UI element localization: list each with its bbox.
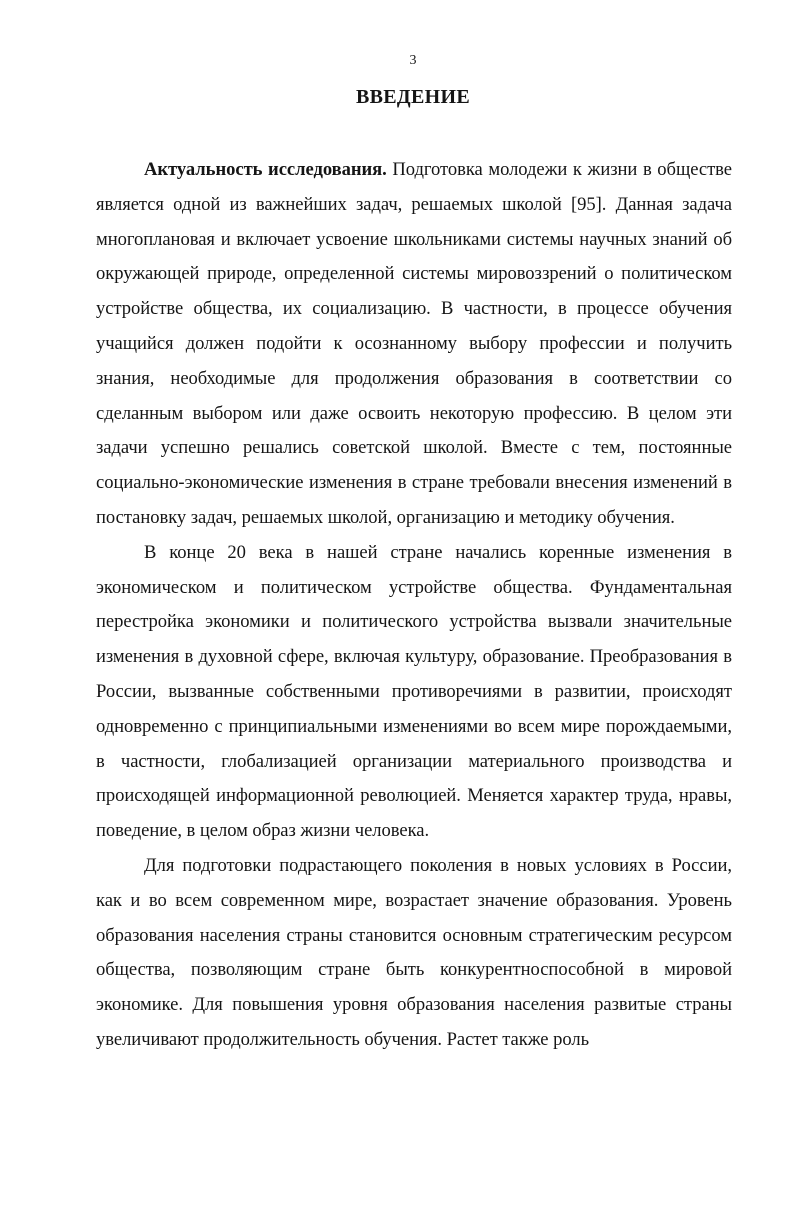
page-title: ВВЕДЕНИЕ bbox=[356, 86, 470, 108]
page-number: 3 bbox=[409, 53, 417, 68]
paragraph-education bbox=[96, 849, 732, 1058]
paragraph-text: Для подготовки подрастающего поколения в новых условиях в России, как и во всем современном мире, возрастает значение образования. Уровень образования населения страны становится основным стратегическим ресурсом общества, позволяющим стране быть конкурентноспособной в мировой экономике. Для повышения уровня образования населения развитые страны увеличивают продолжительность обучения. Растет также роль bbox=[96, 854, 732, 1050]
paragraph-text: В конце 20 века в нашей стране начались коренные изменения в экономическом и политическом устройстве общества. Фундаментальная перестройка экономики и политического устройства вызвали значительные изменения в духовной сфере, включая культуру, образование. Преобразования в России, вызванные собственными противоречиями в развитии, происходят одновременно с принципиальными изменениями во всем мире порождаемыми, в частности, глобализацией организации материального производства и происходящей информационной революцией. Меняется характер труда, нравы, поведение, в целом образ жизни человека. bbox=[96, 541, 732, 842]
paragraph-relevance bbox=[96, 153, 732, 536]
paragraph-lead-heading: Актуальность исследования. bbox=[144, 159, 387, 180]
body-text bbox=[96, 153, 732, 1058]
paragraph-changes bbox=[96, 536, 732, 849]
paragraph-text: Подготовка молодежи к жизни в обществе является одной из важнейших задач, решаемых школой [95]. Данная задача многоплановая и включает усвоение школьниками системы научных знаний об окружающей природе, определенной системы мировоззрений о политическом устройстве общества, их социализацию. В частности, в процессе обучения учащийся должен подойти к осознанному выбору профессии и получить знания, необходимые для продолжения образования в соответствии со сделанным выбором или даже освоить некоторую профессию. В целом эти задачи успешно решались советской школой. Вместе с тем, постоянные социально-экономические изменения в стране требовали внесения изменений в постановку задач, решаемых школой, организацию и методику обучения. bbox=[96, 159, 732, 528]
